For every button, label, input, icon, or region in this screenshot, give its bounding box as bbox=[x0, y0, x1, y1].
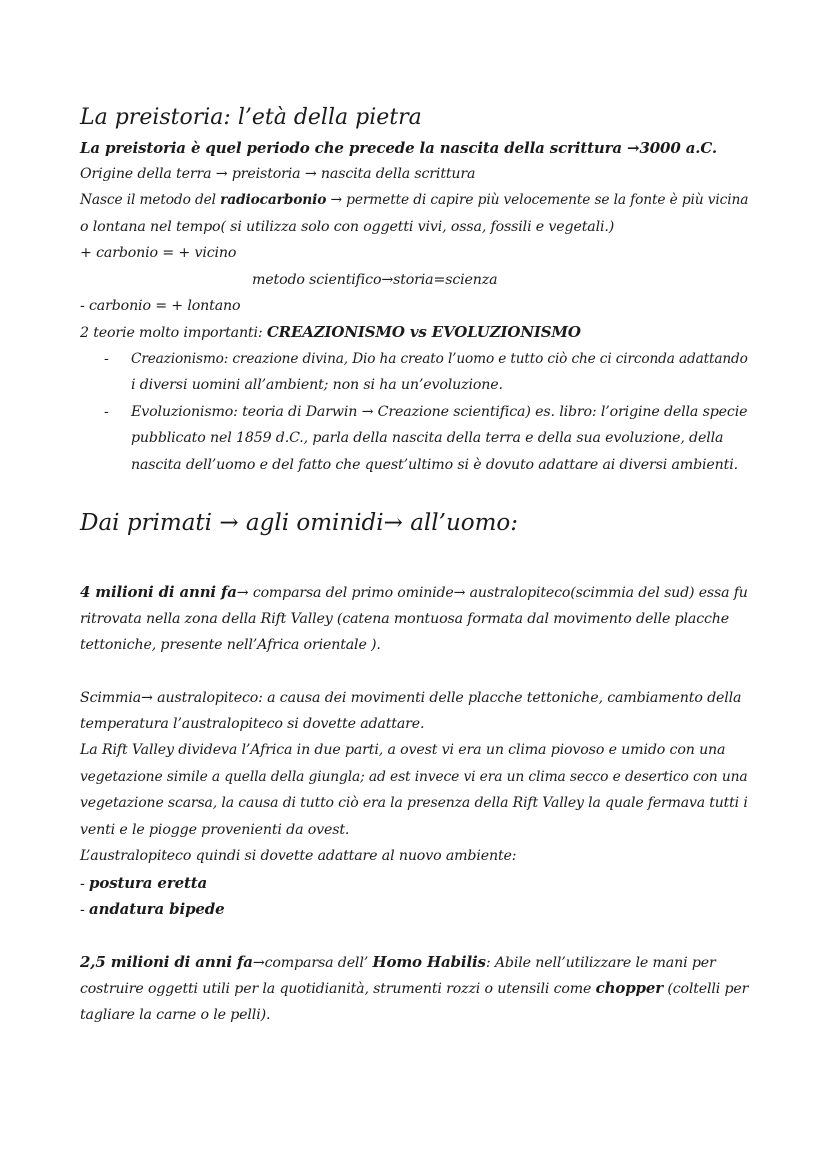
adaptation-dash-2: - bbox=[80, 902, 90, 918]
evolutionism-line-2: pubblicato nel 1859 d.C., parla della nascita della terra e della sua evoluzione, della bbox=[131, 430, 724, 446]
theories-pre: 2 teorie molto importanti: bbox=[80, 325, 267, 341]
radiocarbon-line-1 bbox=[80, 190, 748, 210]
theories-line bbox=[80, 322, 581, 343]
radiocarbon-pre: Nasce il metodo del bbox=[80, 192, 221, 208]
four-million-line-1 bbox=[80, 582, 748, 603]
theories-names: CREAZIONISMO vs EVOLUZIONISMO bbox=[266, 323, 581, 341]
homo-habilis-line-1 bbox=[80, 952, 716, 973]
page-title: La preistoria: l’età della pietra bbox=[80, 105, 422, 130]
ape-line-6: venti e le piogge provenienti da ovest. bbox=[80, 822, 350, 838]
adaptation-dash-1: - bbox=[80, 876, 90, 892]
creationism-line-2: i diversi uomini all’ambient; non si ha un’evoluzione. bbox=[131, 377, 503, 393]
ape-line-2: temperatura l’australopiteco si dovette adattare. bbox=[80, 716, 425, 732]
chopper-term: chopper bbox=[595, 979, 663, 997]
adaptation-item-2 bbox=[80, 899, 225, 920]
creationism-line-1: Creazionismo: creazione divina, Dio ha creato l’uomo e tutto ciò che ci circonda adattando bbox=[131, 351, 748, 367]
adaptation-gait: andatura bipede bbox=[89, 900, 225, 918]
radiocarbon-post: → permette di capire più velocemente se la fonte è più vicina bbox=[326, 192, 749, 208]
ape-line-5: vegetazione scarsa, la causa di tutto ciò era la presenza della Rift Valley la quale fermava tutti i bbox=[80, 795, 748, 811]
origin-line: Origine della terra → preistoria → nascita della scrittura bbox=[80, 166, 476, 182]
evolutionism-line-3: nascita dell’uomo e del fatto che quest’ultimo si è dovuto adattare ai diversi ambienti. bbox=[131, 457, 738, 473]
ape-line-4: vegetazione simile a quella della giungla; ad est invece vi era un clima secco e desertico con una bbox=[80, 769, 748, 785]
homo-habilis-line-2 bbox=[80, 978, 748, 999]
bullet-dash-2: - bbox=[104, 404, 109, 420]
bullet-dash-1: - bbox=[104, 351, 109, 367]
homo-habilis-text: : Abile nell’utilizzare le mani per bbox=[485, 955, 716, 971]
homo-habilis-line-2-post: (coltelli per bbox=[662, 981, 749, 997]
evolutionism-line-1: Evoluzionismo: teoria di Darwin → Creazione scientifica) es. libro: l’origine della specie bbox=[131, 404, 748, 420]
definition-line: La preistoria è quel periodo che precede la nascita della scrittura →3000 a.C. bbox=[80, 139, 717, 157]
four-million-line-3: tettoniche, presente nell’Africa orientale ). bbox=[80, 637, 381, 653]
radiocarbon-term: radiocarbonio bbox=[220, 192, 327, 208]
homo-habilis-line-2-pre: costruire oggetti utili per la quotidianità, strumenti rozzi o utensili come bbox=[80, 981, 596, 997]
radiocarbon-line-2: o lontana nel tempo( si utilizza solo con oggetti vivi, ossa, fossili e vegetali.) bbox=[80, 219, 615, 235]
ape-line-1: Scimmia→ australopiteco: a causa dei movimenti delle placche tettoniche, cambiamento della bbox=[80, 690, 742, 706]
ape-line-7: L’australopiteco quindi si dovette adattare al nuovo ambiente: bbox=[80, 848, 517, 864]
homo-habilis-mid: →comparsa dell’ bbox=[252, 955, 373, 971]
four-million-line-2: ritrovata nella zona della Rift Valley (catena montuosa formata dal movimento delle placche bbox=[80, 611, 730, 627]
homo-habilis-line-3: tagliare la carne o le pelli). bbox=[80, 1007, 271, 1023]
adaptation-posture: postura eretta bbox=[89, 874, 208, 892]
two-half-million-label: 2,5 milioni di anni fa bbox=[80, 953, 253, 971]
adaptation-item-1 bbox=[80, 873, 207, 894]
ape-line-3: La Rift Valley divideva l’Africa in due parti, a ovest vi era un clima piovoso e umido con una bbox=[80, 742, 726, 758]
four-million-text: → comparsa del primo ominide→ australopiteco(scimmia del sud) essa fu bbox=[236, 585, 748, 601]
homo-habilis-name: Homo Habilis bbox=[372, 953, 486, 971]
plus-carbon-line: + carbonio = + vicino bbox=[80, 245, 237, 261]
four-million-label: 4 milioni di anni fa bbox=[80, 583, 237, 601]
section-title: Dai primati → agli ominidi→ all’uomo: bbox=[80, 510, 519, 536]
minus-carbon-line: - carbonio = + lontano bbox=[80, 298, 241, 314]
scientific-method-line: metodo scientifico→storia=scienza bbox=[252, 272, 498, 288]
